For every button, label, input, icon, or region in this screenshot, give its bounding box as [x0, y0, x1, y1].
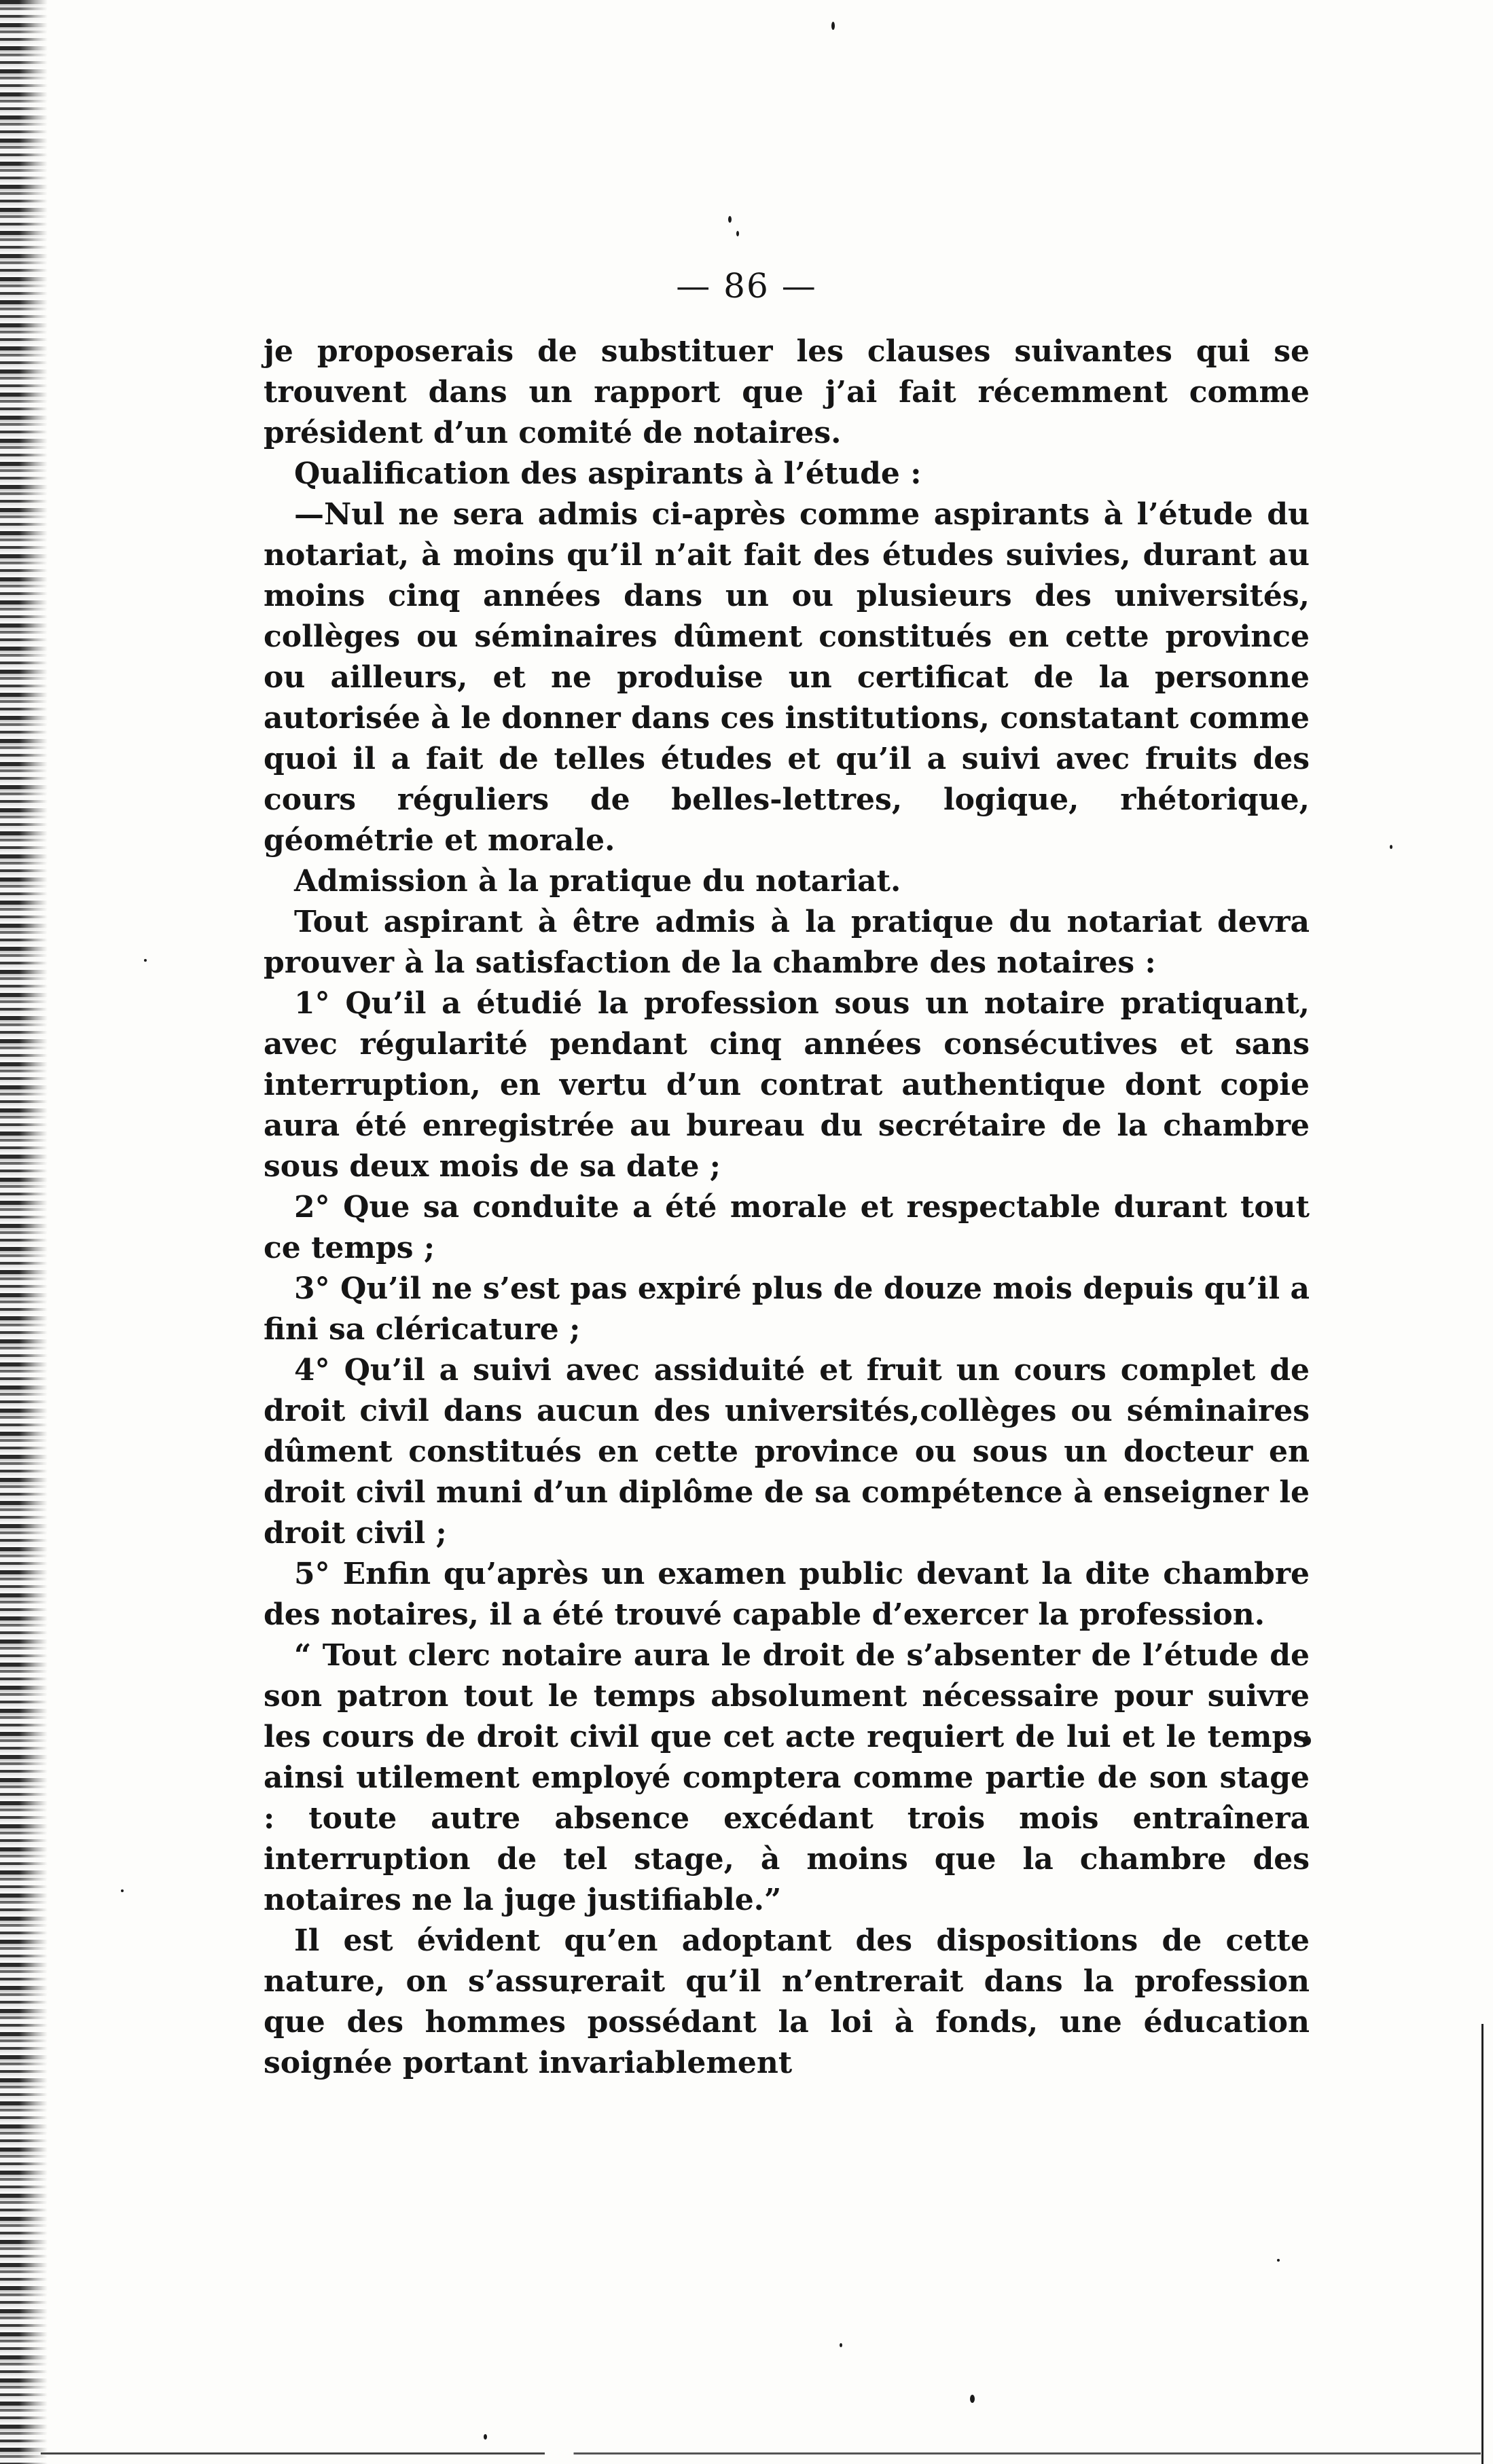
list-item-5: 5° Enfin qu’après un examen public devant la dite chambre des notaires, il a été trouvé capable d’exercer la profession.	[264, 1557, 1310, 1632]
scan-edge-rule-bottom	[41, 2452, 1481, 2454]
paragraph-intro: je proposerais de substituer les clauses suivantes qui se trouvent dans un rapport que j’ai fait récemment comme président d’un comité de notaires.	[264, 334, 1310, 450]
scan-speck	[970, 2395, 975, 2403]
scanned-binding-edge	[0, 0, 48, 2464]
scan-speck	[144, 959, 147, 962]
paragraph-conclusion: Il est évident qu’en adoptant des dispositions de cette nature, on s’assurerait qu’il n’entrerait dans la profession que des hommes possédant la loi à fonds, une éducation soignée portant invariablement	[264, 1923, 1310, 2080]
page-number: — 86 —	[676, 266, 817, 306]
paragraph-admission-intro: Tout aspirant à être admis à la pratique du notariat devra prouver à la satisfaction de la chambre des notaires :	[264, 905, 1310, 980]
quoted-clause: “ Tout clerc notaire aura le droit de s’absenter de l’étude de son patron tout le temps absolument nécessaire pour suivre les cours de droit civil que cet acte requiert de lui et le temps ainsi utilement employé comptera comme partie de son stage : toute autre absence excédant trois mois entraînera interruption de tel stage, à moins que la chambre des notaires ne la juge justifiable.”	[264, 1638, 1310, 1917]
scan-speck	[728, 216, 732, 223]
paragraph-qualification-rule: —Nul ne sera admis ci-après comme aspirants à l’étude du notariat, à moins qu’il n’ait fait des études suivies, durant au moins cinq années dans un ou plusieurs des universités, collèges ou séminaires dûment constitués en cette province ou ailleurs, et ne produise un certificat de la personne autorisée à le donner dans ces institutions, constatant comme quoi il a fait de telles études et qu’il a suivi avec fruits des cours réguliers de belles-lettres, logique, rhétorique, géométrie et morale.	[264, 497, 1310, 858]
list-item-1: 1° Qu’il a étudié la profession sous un notaire pratiquant, avec régularité pendant cinq années consécutives et sans interruption, en vertu d’un contrat authentique dont copie aura été enregistrée au bureau du secrétaire de la chambre sous deux mois de sa date ;	[264, 986, 1310, 1184]
scan-speck	[1277, 2259, 1280, 2262]
body-text	[264, 331, 1310, 2084]
heading-admission: Admission à la pratique du notariat.	[294, 864, 901, 899]
scan-edge-rule-right	[1481, 2024, 1483, 2464]
scan-speck	[736, 231, 739, 236]
list-item-3: 3° Qu’il ne s’est pas expiré plus de douze mois depuis qu’il a fini sa cléricature ;	[264, 1271, 1310, 1347]
scan-speck	[121, 1889, 124, 1892]
scan-speck	[831, 22, 835, 30]
scan-speck	[1390, 845, 1392, 849]
scan-speck	[484, 2434, 487, 2440]
scan-speck	[840, 2343, 842, 2347]
list-item-4: 4° Qu’il a suivi avec assiduité et fruit un cours complet de droit civil dans aucun des universités,collèges ou séminaires dûment constitués en cette province ou sous un docteur en droit civil muni d’un diplôme de sa compétence à enseigner le droit civil ;	[264, 1353, 1310, 1551]
list-item-2: 2° Que sa conduite a été morale et respectable durant tout ce temps ;	[264, 1190, 1310, 1265]
heading-qualification: Qualification des aspirants à l’étude :	[294, 456, 922, 491]
